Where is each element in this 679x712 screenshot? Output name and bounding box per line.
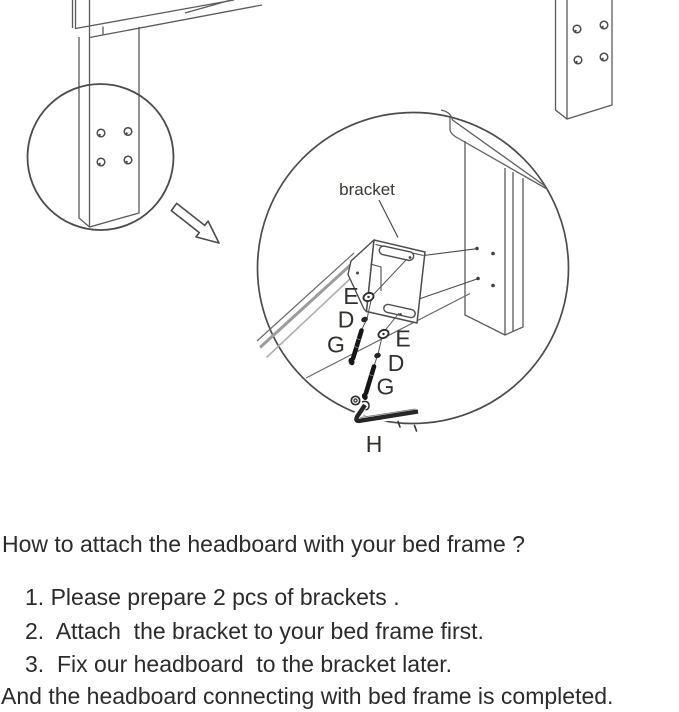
bracket-part xyxy=(348,200,425,323)
headboard-bottom-left xyxy=(73,0,263,227)
spring-washer-right xyxy=(373,352,381,359)
zoom-circle-small xyxy=(28,84,174,230)
bolt-right xyxy=(361,367,374,401)
detail-leg-holes xyxy=(475,247,495,288)
label-bolt-right: G xyxy=(376,373,395,400)
instruction-step-1: 1. Please prepare 2 pcs of brackets . xyxy=(25,584,400,610)
label-washer-right: E xyxy=(395,325,411,352)
washer-right xyxy=(377,328,390,339)
instructions-footer: And the headboard connecting with bed frame is completed. xyxy=(1,683,614,709)
bolt-left xyxy=(347,331,361,367)
label-spring-washer-right: D xyxy=(387,350,405,376)
bracket-leader-line xyxy=(379,200,398,238)
label-allen-key: H xyxy=(365,431,383,457)
instructions-heading: How to attach the headboard with your bed frame ? xyxy=(2,531,525,557)
bracket-label: bracket xyxy=(339,180,395,199)
instruction-step-2: 2. Attach the bracket to your bed frame first. xyxy=(25,618,484,644)
label-bolt-left: G xyxy=(327,331,345,358)
bolt-head-socket xyxy=(351,396,359,404)
headboard-leg-holes xyxy=(97,128,132,166)
detail-headboard-panel xyxy=(441,110,547,189)
instruction-step-3: 3. Fix our headboard to the bracket later. xyxy=(25,651,453,677)
bed-frame-leg-holes xyxy=(573,21,608,64)
arrow-icon xyxy=(171,203,219,243)
label-washer-left: E xyxy=(343,283,359,309)
allen-key xyxy=(351,396,418,421)
label-spring-washer-left: D xyxy=(337,306,355,333)
